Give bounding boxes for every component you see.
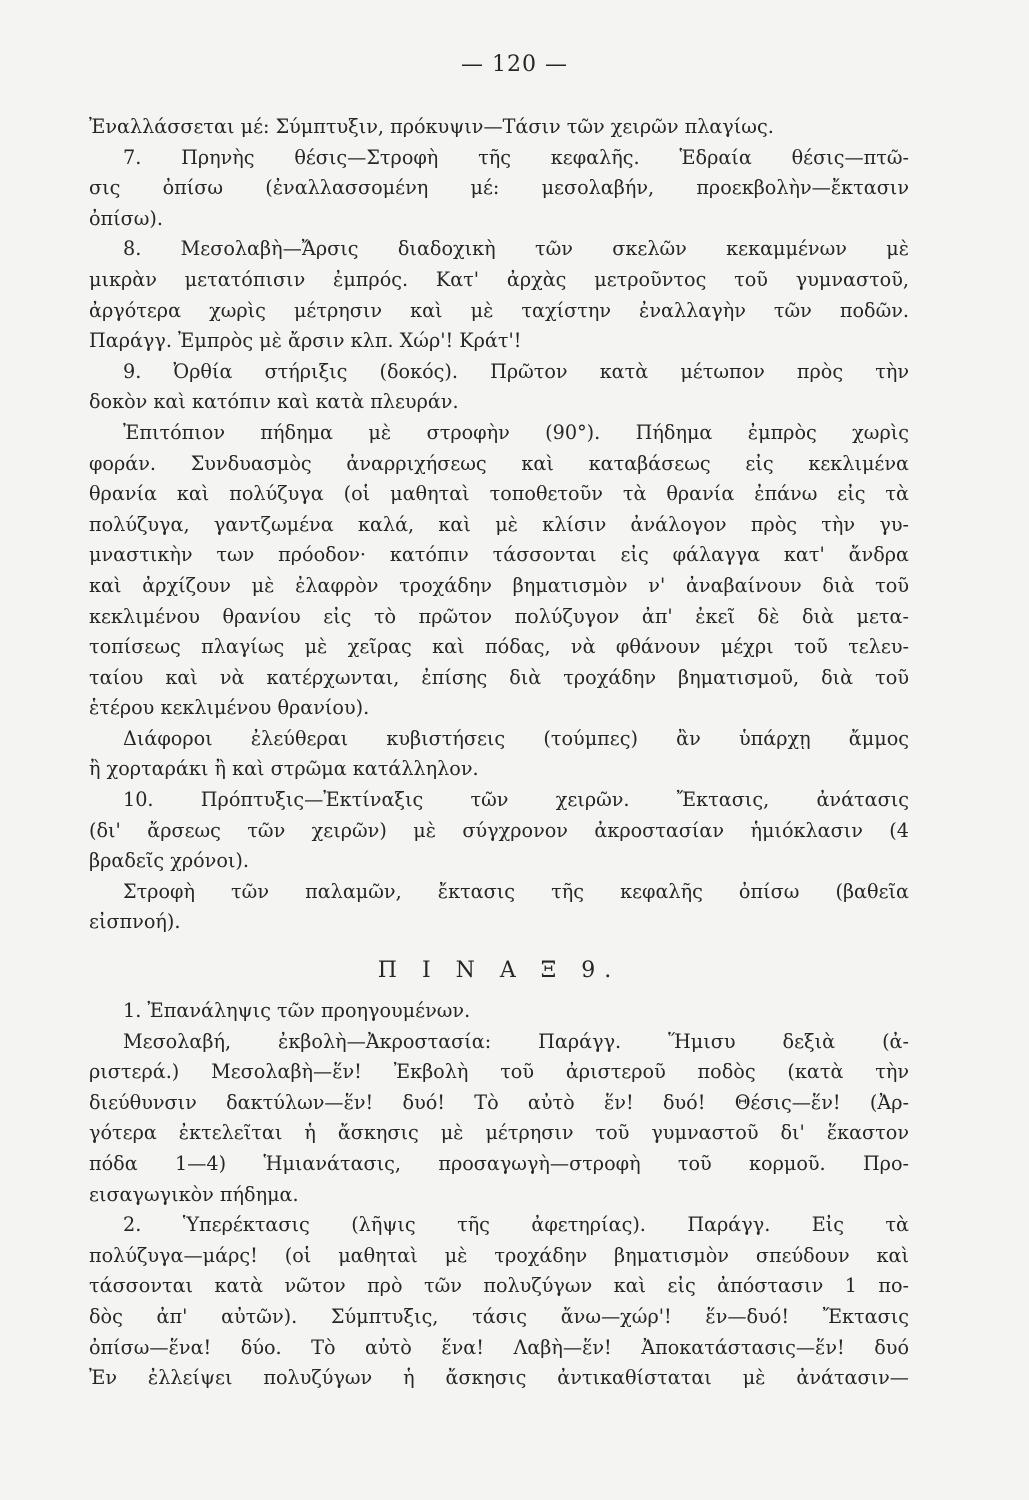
text-line: 10. Πρόπτυξις—Ἐκτίναξις τῶν χειρῶν. Ἔκτασις, ἀνάτασις xyxy=(123,788,909,812)
body-text xyxy=(89,112,909,1394)
text-line: 7. Πρηνὴς θέσις—Στροφὴ τῆς κεφαλῆς. Ἑδραία θέσις—πτῶ- xyxy=(123,145,909,169)
text-line: διεύθυνσιν δακτύλων—ἕν! δυό! Τὸ αὐτὸ ἕν! δυό! Θέσις—ἕν! (Ἀρ- xyxy=(89,1090,909,1114)
text-line: ἀργότερα χωρὶς μέτρησιν καὶ μὲ ταχίστην ἐναλλαγὴν τῶν ποδῶν. xyxy=(89,298,909,322)
text-line: γότερα ἐκτελεῖται ἡ ἄσκησις μὲ μέτρησιν τοῦ γυμναστοῦ δι' ἕκαστον xyxy=(89,1121,909,1145)
text-line: (δι' ἄρσεως τῶν χειρῶν) μὲ σύγχρονον ἀκροστασίαν ἡμιόκλασιν (4 xyxy=(89,818,909,842)
text-line: 2. Ὑπερέκτασις (λῆψις τῆς ἀφετηρίας). Παράγγ. Εἰς τὰ xyxy=(123,1213,909,1237)
text-line: Διάφοροι ἐλεύθεραι κυβιστήσεις (τούμπες) ἂν ὑπάρχῃ ἄμμος xyxy=(123,726,909,750)
text-line: εισαγωγικὸν πήδημα. xyxy=(89,1182,299,1206)
text-line: ριστερά.) Μεσολαβὴ—ἕν! Ἐκβολὴ τοῦ ἀριστεροῦ ποδὸς (κατὰ τὴν xyxy=(89,1060,909,1084)
text-line: ὀπίσω). xyxy=(89,206,164,230)
text-line: βραδεῖς χρόνοι). xyxy=(89,849,249,873)
text-line: μναστικὴν των πρόοδον· κατόπιν τάσσονται εἰς φάλαγγα κατ' ἄνδρα xyxy=(89,543,909,567)
text-line: δοκὸν καὶ κατόπιν καὶ κατὰ πλευράν. xyxy=(89,390,459,414)
text-line: πολύζυγα—μάρς! (οἱ μαθηταὶ μὲ τροχάδην βηματισμὸν σπεύδουν καὶ xyxy=(89,1243,909,1267)
text-line: 1. Ἐπανάληψις τῶν προηγουμένων. xyxy=(123,999,471,1023)
text-line: ταίου καὶ νὰ κατέρχωνται, ἐπίσης διὰ τροχάδην βηματισμοῦ, διὰ τοῦ xyxy=(89,665,909,689)
text-line: ἢ χορταράκι ἢ καὶ στρῶμα κατάλληλον. xyxy=(89,757,479,781)
text-line: Ἐναλλάσσεται μέ: Σύμπτυξιν, πρόκυψιν—Τάσιν τῶν χειρῶν πλαγίως. xyxy=(89,115,774,138)
text-line: εἰσπνοή). xyxy=(89,910,181,934)
text-line: σις ὀπίσω (ἐναλλασσομένη μέ: μεσολαβήν, προεκβολὴν—ἔκτασιν xyxy=(89,176,909,200)
text-line: φοράν. Συνδυασμὸς ἀναρριχήσεως καὶ καταβάσεως εἰς κεκλιμένα xyxy=(89,451,909,475)
text-line: Ἐν ἐλλείψει πολυζύγων ἡ ἄσκησις ἀντικαθίσταται μὲ ἀνάτασιν— xyxy=(89,1366,909,1390)
text-line: δὸς ἀπ' αὐτῶν). Σύμπτυξις, τάσις ἄνω—χώρ'! ἕν—δυό! Ἔκτασις xyxy=(89,1304,909,1328)
text-before-heading xyxy=(89,112,909,938)
text-line: θρανία καὶ πολύζυγα (οἱ μαθηταὶ τοποθετοῦν τὰ θρανία ἐπάνω εἰς τὰ xyxy=(89,482,909,506)
text-line: ἑτέρου κεκλιμένου θρανίου). xyxy=(89,696,370,720)
text-line: καὶ ἀρχίζουν μὲ ἐλαφρὸν τροχάδην βηματισμὸν ν' ἀναβαίνουν διὰ τοῦ xyxy=(89,573,909,597)
text-line: Παράγγ. Ἐμπρὸς μὲ ἄρσιν κλπ. Χώρ'! Κράτ'! xyxy=(89,329,522,353)
section-heading: Π Ι Ν Α Ξ 9. xyxy=(377,958,621,984)
text-line: μικρὰν μετατόπισιν ἐμπρός. Κατ' ἀρχὰς μετροῦντος τοῦ γυμναστοῦ, xyxy=(89,267,909,291)
page-number: — 120 — xyxy=(461,52,568,77)
text-line: τοπίσεως πλαγίως μὲ χεῖρας καὶ πόδας, νὰ φθάνουν μέχρι τοῦ τελευ- xyxy=(89,635,909,659)
text-line: Στροφὴ τῶν παλαμῶν, ἔκτασις τῆς κεφαλῆς ὀπίσω (βαθεῖα xyxy=(123,879,909,903)
text-line: Ἐπιτόπιον πήδημα μὲ στροφὴν (90°). Πήδημα ἐμπρὸς χωρὶς xyxy=(123,420,909,444)
text-line: ὀπίσω—ἕνα! δύο. Τὸ αὐτὸ ἕνα! Λαβὴ—ἕν! Ἀποκατάστασις—ἕν! δυό xyxy=(89,1335,909,1359)
text-line: πολύζυγα, γαντζωμένα καλά, καὶ μὲ κλίσιν ἀνάλογον πρὸς τὴν γυ- xyxy=(89,512,909,536)
text-line: κεκλιμένου θρανίου εἰς τὸ πρῶτον πολύζυγον ἀπ' ἐκεῖ δὲ διὰ μετα- xyxy=(89,604,909,628)
text-line: 8. Μεσολαβὴ—Ἄρσις διαδοχικὴ τῶν σκελῶν κεκαμμένων μὲ xyxy=(123,237,909,261)
text-line: 9. Ὀρθία στήριξις (δοκός). Πρῶτον κατὰ μέτωπον πρὸς τὴν xyxy=(123,359,909,383)
text-line: τάσσονται κατὰ νῶτον πρὸ τῶν πολυζύγων καὶ εἰς ἀπόστασιν 1 πο- xyxy=(89,1274,909,1298)
text-line: πόδα 1—4) Ἡμιανάτασις, προσαγωγὴ—στροφὴ τοῦ κορμοῦ. Προ- xyxy=(89,1152,909,1175)
text-after-heading xyxy=(89,996,909,1394)
text-line: Μεσολαβή, ἐκβολὴ—Ἀκροστασία: Παράγγ. Ἥμισυ δεξιὰ (ἀ- xyxy=(123,1029,909,1053)
